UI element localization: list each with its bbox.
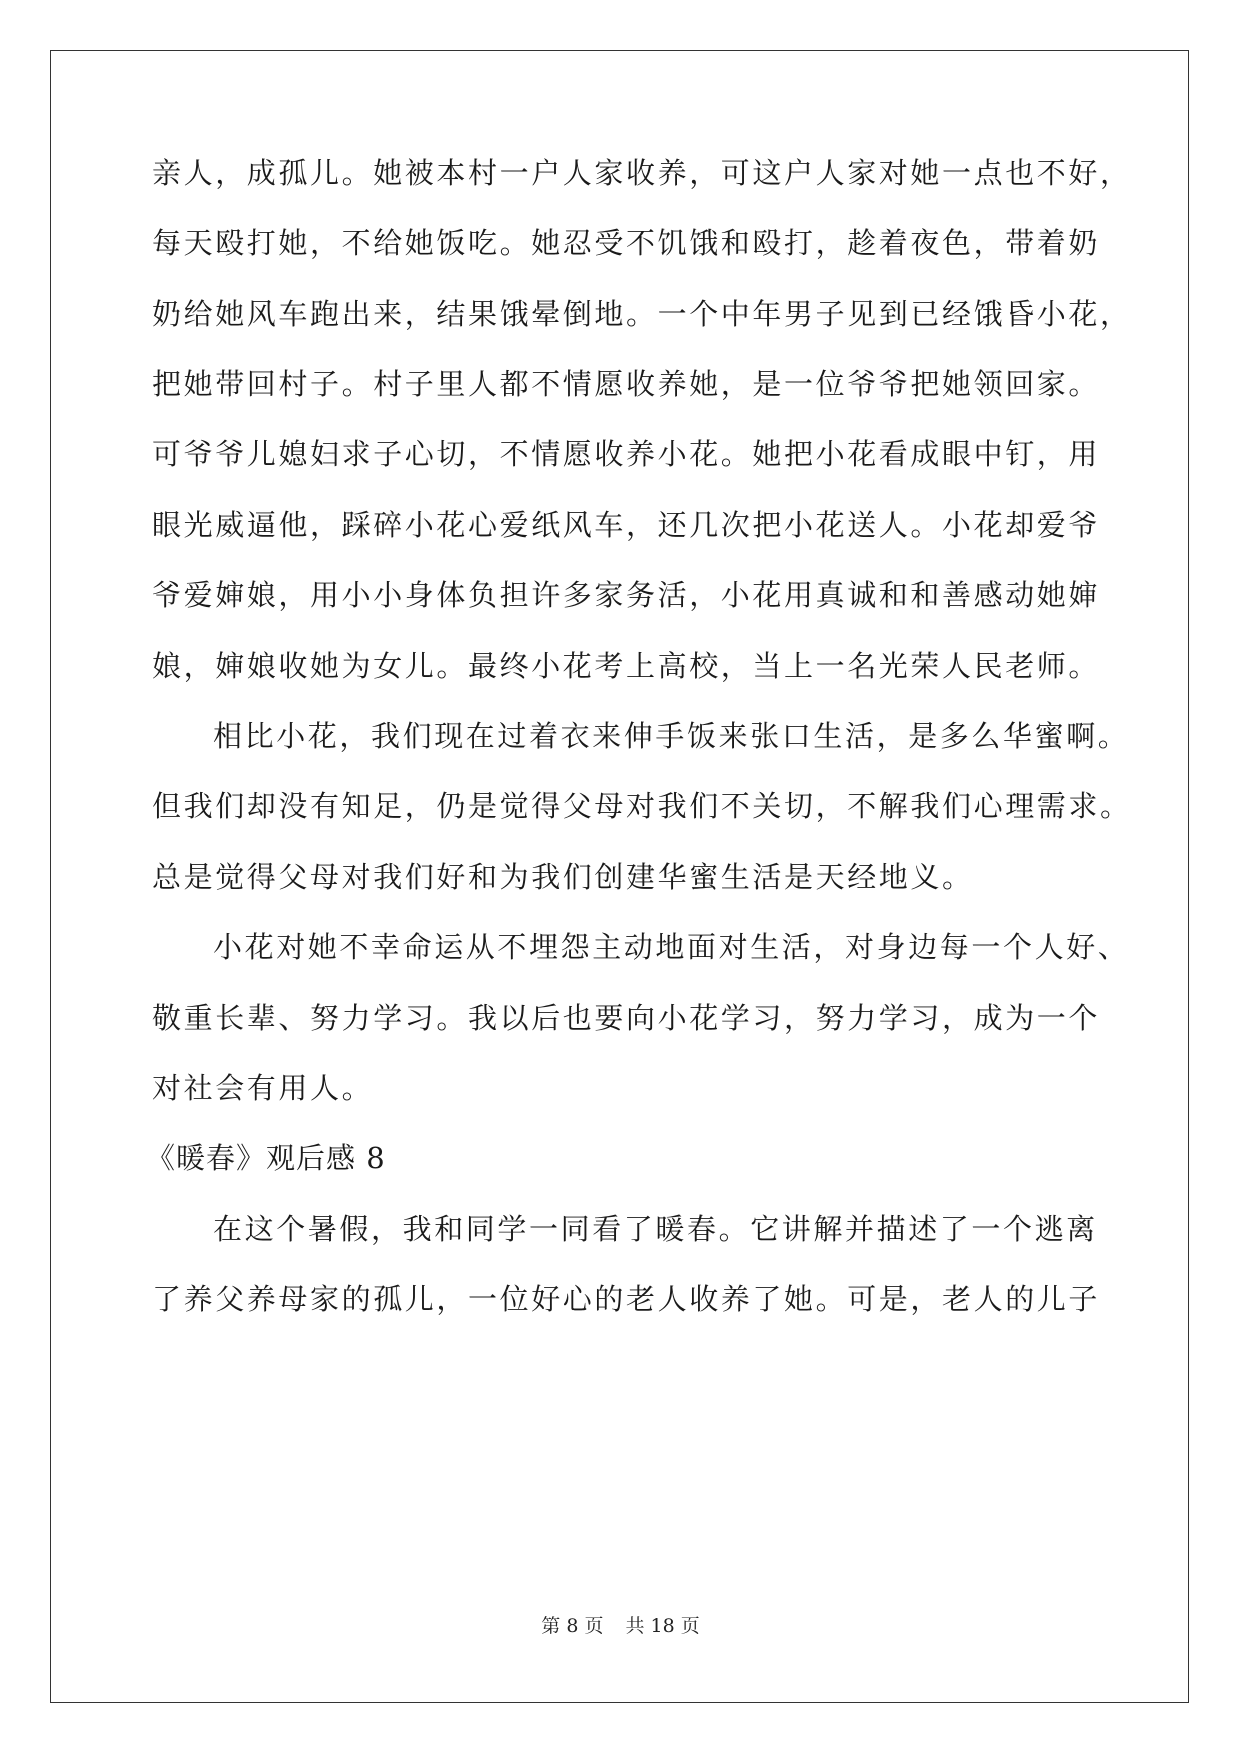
section-heading: 《暖春》观后感 8: [146, 1141, 386, 1175]
text-line: 了养父养母家的孤儿，一位好心的老人收养了她。可是，老人的儿子: [152, 1282, 1101, 1316]
paragraph-start-line: 小花对她不幸命运从不埋怨主动地面对生活，对身边每一个人好、: [213, 930, 1130, 964]
text-line: 可爷爷儿媳妇求子心切，不情愿收养小花。她把小花看成眼中钉，用: [152, 437, 1101, 471]
text-line: 敬重长辈、努力学习。我以后也要向小花学习，努力学习，成为一个: [152, 1001, 1101, 1035]
paragraph-start-line: 相比小花，我们现在过着衣来伸手饭来张口生活，是多么华蜜啊。: [213, 719, 1130, 753]
paragraph-start-line: 在这个暑假，我和同学一同看了暖春。它讲解并描述了一个逃离: [213, 1212, 1098, 1246]
text-line: 每天殴打她，不给她饭吃。她忍受不饥饿和殴打，趁着夜色，带着奶: [152, 226, 1101, 260]
text-line: 爷爱婶娘，用小小身体负担许多家务活，小花用真诚和和善感动她婶: [152, 578, 1101, 612]
page-footer: [0, 1614, 1241, 1638]
text-line: 亲人，成孤儿。她被本村一户人家收养，可这户人家对她一点也不好，: [152, 156, 1132, 190]
text-line: 眼光威逼他，踩碎小花心爱纸风车，还几次把小花送人。小花却爱爷: [152, 508, 1101, 542]
page-total: 共 18 页: [625, 1615, 700, 1637]
text-line: 娘，婶娘收她为女儿。最终小花考上高校，当上一名光荣人民老师。: [152, 649, 1101, 683]
text-line: 总是觉得父母对我们好和为我们创建华蜜生活是天经地义。: [152, 860, 974, 894]
text-line: 对社会有用人。: [152, 1071, 374, 1105]
text-line: 奶给她风车跑出来，结果饿晕倒地。一个中年男子见到已经饿昏小花，: [152, 297, 1132, 331]
page-number: 第 8 页: [541, 1615, 604, 1637]
text-line: 但我们却没有知足，仍是觉得父母对我们不关切，不解我们心理需求。: [152, 789, 1132, 823]
text-line: 把她带回村子。村子里人都不情愿收养她，是一位爷爷把她领回家。: [152, 367, 1101, 401]
